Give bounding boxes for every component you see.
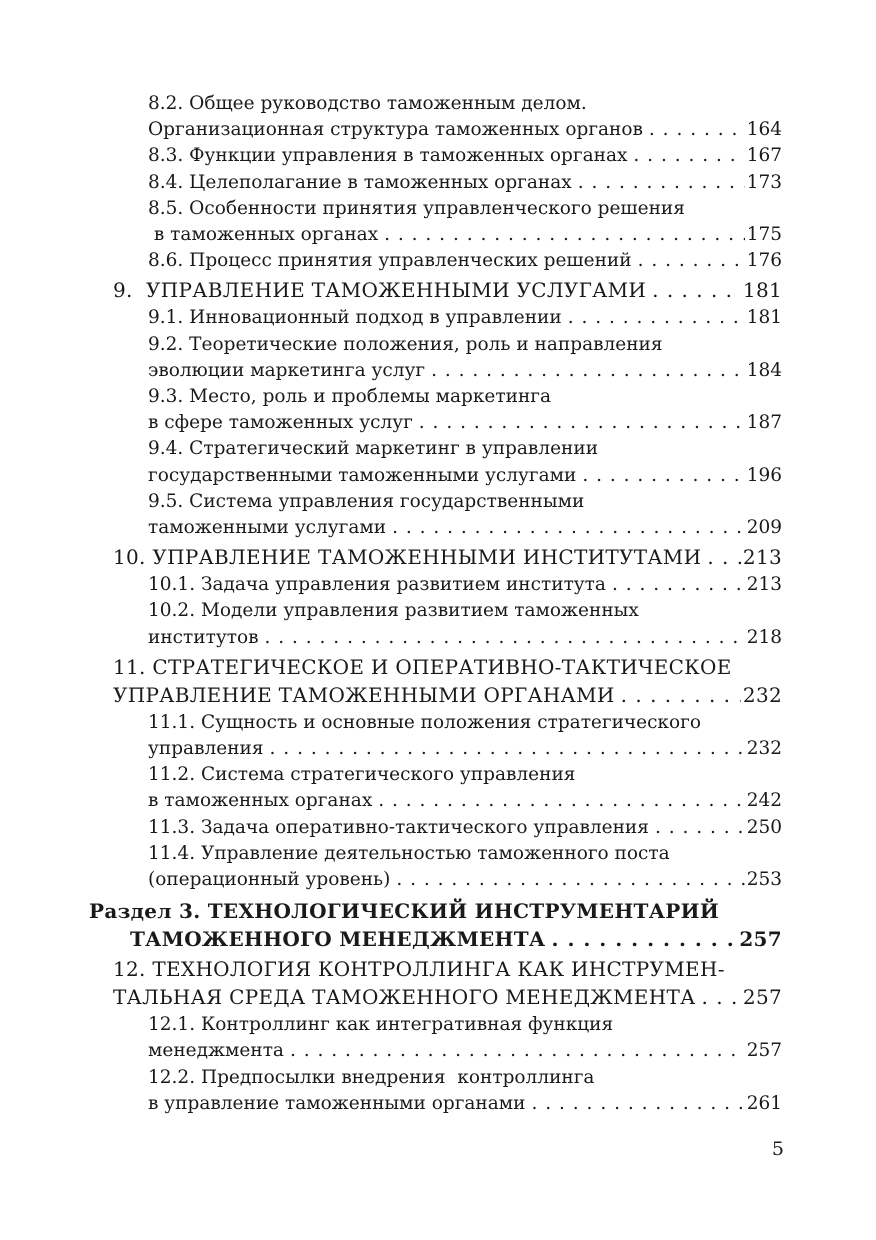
dot-leader	[290, 1038, 745, 1064]
toc-entry-line	[148, 788, 782, 814]
dot-leader	[633, 143, 744, 169]
dot-leader	[649, 117, 745, 143]
dot-leader	[621, 681, 741, 709]
dot-leader	[638, 248, 745, 274]
toc-entry	[148, 572, 782, 598]
toc-entry	[148, 710, 782, 762]
toc-page-number: 257	[742, 985, 782, 1010]
toc-entry	[113, 653, 782, 709]
toc-entry-line	[89, 897, 782, 925]
toc-entry	[148, 248, 782, 274]
dot-leader	[270, 736, 745, 762]
toc-entry-title: управления	[148, 738, 264, 760]
toc-page-number: 176	[746, 250, 782, 272]
toc-entry-title: 8.6. Процесс принятия управленческих решений	[148, 250, 632, 272]
toc-page-number: 261	[746, 1092, 782, 1114]
toc-entry-line	[148, 1012, 782, 1038]
toc-entry	[148, 1065, 782, 1117]
dot-leader	[568, 305, 745, 331]
toc-entry-line	[148, 625, 782, 651]
toc-entry-line	[113, 276, 782, 304]
dot-leader	[265, 625, 745, 651]
toc-entry-title: Организационная структура таможенных органов	[148, 119, 643, 141]
toc-page-number: 232	[746, 738, 782, 760]
toc-page-number: 209	[746, 517, 782, 539]
dot-leader	[431, 358, 745, 384]
toc-entry	[148, 1012, 782, 1064]
toc-entry-title: менеджмента	[148, 1040, 284, 1062]
toc-entry-line	[148, 841, 782, 867]
toc-page-number: 213	[746, 574, 782, 596]
toc-entry-title: 9. УПРАВЛЕНИЕ ТАМОЖЕННЫМИ УСЛУГАМИ	[113, 278, 647, 303]
toc-entry-title: 11.3. Задача оперативно-тактического управления	[148, 816, 649, 838]
dot-leader	[396, 867, 744, 893]
toc-entry-line	[148, 736, 782, 762]
toc-entry	[148, 305, 782, 331]
dot-leader	[707, 543, 741, 571]
dot-leader	[378, 788, 744, 814]
toc-entry-title: 10.1. Задача управления развитием института	[148, 574, 606, 596]
toc-entry	[148, 489, 782, 541]
toc-page-number: 257	[739, 927, 782, 952]
toc-entry-line	[148, 515, 782, 541]
toc-page-number: 218	[746, 626, 782, 648]
toc-page-number: 173	[746, 171, 782, 193]
page-number: 5	[771, 1138, 784, 1160]
toc-entry-title: 12.2. Предпосылки внедрения контроллинга	[148, 1066, 595, 1088]
dot-leader	[612, 572, 745, 598]
toc-entry-line	[148, 463, 782, 489]
toc-page-number: 253	[746, 869, 782, 891]
toc-entry-line	[148, 1038, 782, 1064]
toc-entry-title: 9.5. Система управления государственными	[148, 490, 585, 512]
toc-entry-line	[113, 543, 782, 571]
toc-page-number: 242	[746, 790, 782, 812]
toc-entry-title: 11. СТРАТЕГИЧЕСКОЕ И ОПЕРАТИВНО-ТАКТИЧЕСКОЕ	[113, 654, 732, 679]
toc-entry-line	[148, 436, 782, 462]
toc-entry-title: в управление таможенными органами	[148, 1092, 526, 1114]
toc-entry-title: 8.5. Особенности принятия управленческого решения	[148, 197, 685, 219]
toc-entry-title: в таможенных органах	[148, 224, 379, 246]
toc-entry	[113, 543, 782, 571]
toc-entry-line	[113, 983, 782, 1011]
dot-leader	[392, 515, 745, 541]
toc-entry-line	[148, 305, 782, 331]
toc-entry-line	[148, 1091, 782, 1117]
toc-entry-title: 9.2. Теоретические положения, роль и направления	[148, 333, 663, 355]
toc-entry-title: 9.3. Место, роль и проблемы маркетинга	[148, 386, 551, 408]
toc-entry-line	[148, 170, 782, 196]
toc-entry-title: 9.4. Стратегический маркетинг в управлении	[148, 438, 599, 460]
toc-entry-line	[148, 410, 782, 436]
toc-entry	[113, 955, 782, 1011]
toc-entry	[89, 897, 782, 953]
dot-leader	[384, 222, 745, 248]
toc-entry	[148, 384, 782, 436]
toc-entry-line	[148, 222, 782, 248]
toc-entry	[148, 598, 782, 650]
toc-entry-line	[148, 867, 782, 893]
toc-entry	[148, 170, 782, 196]
toc-entry-title: институтов	[148, 626, 259, 648]
toc-entry-line	[148, 815, 782, 841]
toc-entry-title: государственными таможенными услугами	[148, 464, 577, 486]
toc-entry-title: (операционный уровень)	[148, 869, 391, 891]
toc-entry-title: в таможенных органах	[148, 790, 373, 812]
toc-entry-title: 10.2. Модели управления развитием таможенных	[148, 600, 639, 622]
dot-leader	[702, 983, 741, 1011]
toc-page-number: 213	[742, 545, 782, 570]
toc-entry-title: 8.3. Функции управления в таможенных органах	[148, 145, 628, 167]
toc-entry-line	[113, 955, 782, 983]
toc-page-number: 187	[746, 412, 782, 434]
toc-entry-title: 10. УПРАВЛЕНИЕ ТАМОЖЕННЫМИ ИНСТИТУТАМИ	[113, 545, 702, 570]
toc-entry-title: 8.4. Целеполагание в таможенных органах	[148, 171, 572, 193]
toc-entry-line	[89, 925, 782, 953]
toc-entry	[148, 143, 782, 169]
dot-leader	[419, 410, 745, 436]
toc-entry-title: ТАЛЬНАЯ СРЕДА ТАМОЖЕННОГО МЕНЕДЖМЕНТА	[113, 985, 696, 1010]
dot-leader	[578, 170, 745, 196]
toc-entry	[148, 841, 782, 893]
toc-entry	[148, 332, 782, 384]
toc-page-number: 164	[746, 119, 782, 141]
toc-entry-line	[148, 117, 782, 143]
toc-entry-title: 8.2. Общее руководство таможенным делом.	[148, 93, 587, 114]
toc-page-number: 175	[746, 224, 782, 246]
toc-entry	[148, 91, 782, 143]
toc-entry-title: в сфере таможенных услуг	[148, 412, 413, 434]
toc-page-number: 232	[742, 682, 782, 707]
dot-leader	[582, 463, 744, 489]
dot-leader	[655, 815, 745, 841]
toc-entry-title: 11.1. Сущность и основные положения стратегического	[148, 711, 701, 733]
toc-entry-title: эволюции маркетинга услуг	[148, 359, 426, 381]
toc-entry	[148, 762, 782, 814]
toc-entry-line	[113, 653, 782, 681]
toc-entry	[148, 196, 782, 248]
toc-entry-title: 11.4. Управление деятельностью таможенного поста	[148, 842, 670, 864]
toc-entry-line	[148, 358, 782, 384]
toc-entry-title: 12.1. Контроллинг как интегративная функция	[148, 1014, 614, 1036]
toc-entry-title: таможенными услугами	[148, 517, 387, 539]
toc-entry	[148, 436, 782, 488]
toc-entry-line	[148, 91, 782, 117]
toc-page-number: 181	[742, 278, 782, 303]
toc-entry-title: 12. ТЕХНОЛОГИЯ КОНТРОЛЛИНГА КАК ИНСТРУМЕН-	[113, 957, 725, 982]
toc-entry	[113, 276, 782, 304]
toc-entry-line	[148, 710, 782, 736]
toc-entry-line	[148, 384, 782, 410]
toc-entry-line	[148, 489, 782, 515]
toc-entry-line	[148, 143, 782, 169]
toc-page-number: 181	[746, 307, 782, 329]
toc-entry-title: 9.1. Инновационный подход в управлении	[148, 307, 562, 329]
toc-entry-line	[113, 681, 782, 709]
toc-entry-title: УПРАВЛЕНИЕ ТАМОЖЕННЫМИ ОРГАНАМИ	[113, 682, 615, 707]
toc-entry-line	[148, 248, 782, 274]
toc-entry	[148, 815, 782, 841]
toc-entry-title: 11.2. Система стратегического управления	[148, 764, 576, 786]
toc-page-number: 167	[746, 145, 782, 167]
table-of-contents	[0, 91, 876, 1117]
dot-leader	[532, 1091, 745, 1117]
toc-page-number: 184	[746, 359, 782, 381]
dot-leader	[552, 925, 738, 953]
dot-leader	[652, 276, 741, 304]
toc-entry-line	[148, 572, 782, 598]
toc-entry-title: Раздел 3. ТЕХНОЛОГИЧЕСКИЙ ИНСТРУМЕНТАРИЙ	[89, 899, 720, 924]
toc-page-number: 196	[746, 464, 782, 486]
toc-entry-line	[148, 196, 782, 222]
toc-entry-line	[148, 762, 782, 788]
toc-entry-line	[148, 598, 782, 624]
toc-page-number: 250	[746, 816, 782, 838]
toc-page-number: 257	[746, 1040, 782, 1062]
toc-entry-title: ТАМОЖЕННОГО МЕНЕДЖМЕНТА	[130, 927, 546, 952]
toc-entry-line	[148, 332, 782, 358]
toc-entry-line	[148, 1065, 782, 1091]
